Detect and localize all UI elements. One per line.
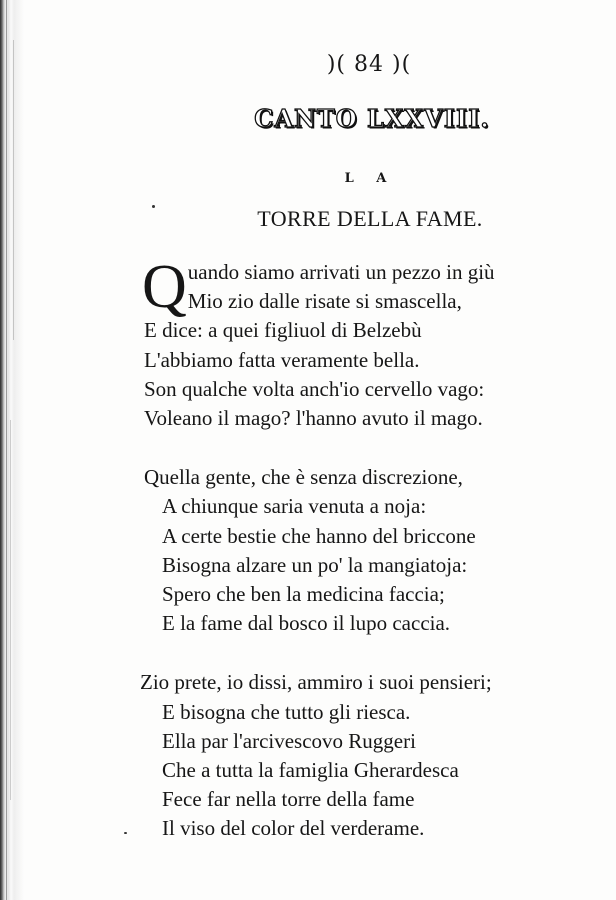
subtitle-title: TORRE DELLA FAME. <box>257 206 483 231</box>
poem-line: Voleano il mago? l'hanno avuto il mago. <box>144 406 483 431</box>
subtitle-article: L A <box>344 171 396 186</box>
poem-line: L'abbiamo fatta veramente bella. <box>144 347 420 372</box>
stanza <box>142 253 604 433</box>
poem-line: Zio prete, io dissi, ammiro i suoi pensieri; <box>140 670 492 695</box>
poem-line: Ella par l'arcivescovo Ruggeri <box>162 728 416 753</box>
poem-line: Son qualche volta anch'io cervello vago: <box>144 376 485 401</box>
binding-line <box>13 40 14 340</box>
binding-line <box>6 0 7 900</box>
stanza <box>140 668 604 843</box>
poem-line: Spero che ben la medicina faccia; <box>162 582 445 607</box>
stanza <box>144 463 604 638</box>
ink-speck <box>124 832 127 834</box>
poem-line: A chiunque saria venuta a noja: <box>162 494 427 519</box>
poem-line: uando siamo arrivati un pezzo in giù <box>187 260 495 284</box>
poem-line: E dice: a quei figliuol di Belzebù <box>144 318 422 343</box>
poem-line: Il viso del color del verderame. <box>162 816 425 841</box>
poem-line: Che a tutta la famiglia Gherardesca <box>162 758 459 783</box>
page-number: )( 84 )( <box>326 52 412 77</box>
poem-line: Fece far nella torre della fame <box>162 787 415 812</box>
poem-line: Quella gente, che è senza discrezione, <box>144 465 463 490</box>
poem-line: Mio zio dalle risate si smascella, <box>187 289 462 314</box>
poem-line: Bisogna alzare un po' la mangiatoja: <box>162 552 468 577</box>
binding-line <box>10 420 11 800</box>
poem-line: E la fame dal bosco il lupo caccia. <box>162 611 451 636</box>
poem-line: E bisogna che tutto gli riesca. <box>162 699 411 724</box>
poem-line: A certe bestie che hanno del briccone <box>162 523 476 548</box>
canto-title: CANTO LXXVIII. <box>254 104 490 133</box>
drop-cap: Q <box>142 253 187 321</box>
binding-edge <box>0 0 24 900</box>
poem <box>140 253 604 844</box>
